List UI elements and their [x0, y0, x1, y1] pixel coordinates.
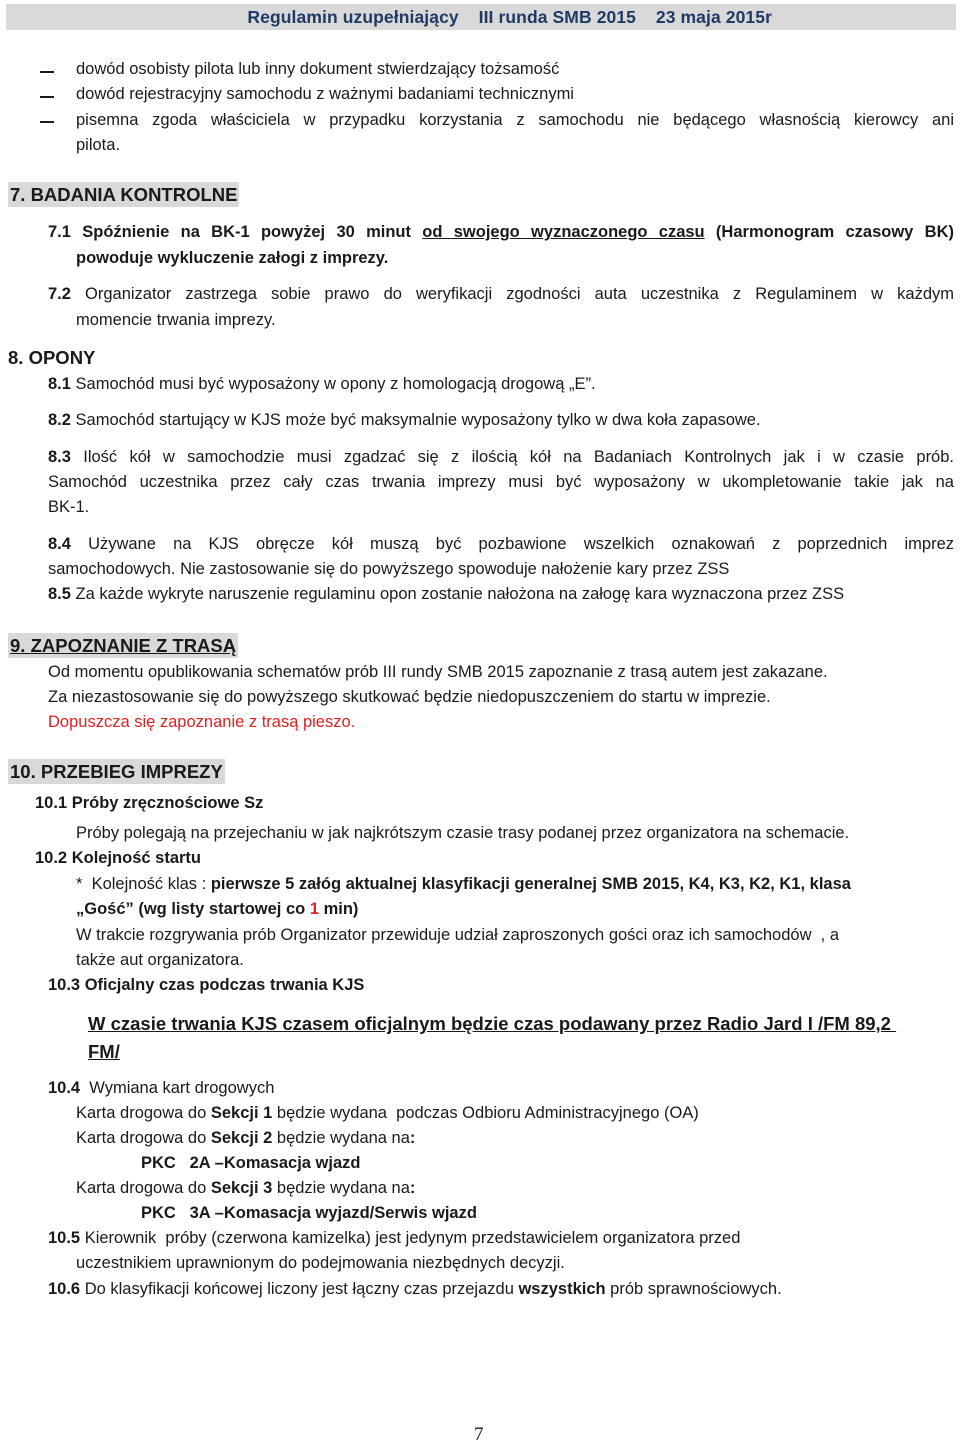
paragraph-7-2-line2: momencie trwania imprezy.	[76, 311, 276, 329]
section-label: Sekcji 1	[210, 1104, 273, 1122]
highlight-number: 1	[309, 900, 319, 918]
paragraph-8-3-line3: BK-1.	[48, 498, 90, 516]
paragraph-text: min)	[319, 900, 359, 918]
class-order-line2	[76, 897, 358, 922]
colon: :	[409, 1179, 416, 1197]
paragraph-text-bold: wszystkich	[518, 1280, 606, 1298]
paragraph-text: prób sprawnościowych.	[605, 1280, 782, 1298]
paragraph-text: będzie wydana na	[272, 1179, 410, 1197]
colon: :	[409, 1129, 416, 1147]
paragraph-text: Samochód musi być wyposażony w opony z homologacją drogową „E”.	[70, 375, 596, 393]
underlined-text: od swojego wyznaczonego czasu	[422, 223, 705, 241]
paragraph-text: Spóźnienie na BK-1 powyżej 30 minut	[70, 223, 423, 241]
paragraph-8-1	[48, 372, 596, 397]
subsection-10-5-line2: uczestnikiem uprawnionym do podejmowania niezbędnych decyzji.	[76, 1254, 565, 1272]
subsection-10-2	[35, 846, 201, 871]
paragraph-text: Organizator zastrzega sobie prawo do weryfikacji zgodności auta uczestnika z Regulaminem w każdym	[70, 285, 954, 303]
paragraph-number: 10.4	[48, 1079, 81, 1097]
list-dash-icon	[40, 96, 54, 98]
paragraph-number: 10.6	[48, 1280, 81, 1298]
road-card-section-3	[76, 1176, 415, 1201]
paragraph-7-1-line2: powoduje wykluczenie załogi z imprezy.	[76, 249, 389, 267]
list-dash-icon	[40, 121, 54, 123]
page-number: 7	[474, 1424, 484, 1445]
list-dash-icon	[40, 71, 54, 73]
subsection-title: Próby zręcznościowe Sz	[67, 794, 264, 812]
paragraph-text: „Gość” (wg listy startowej co	[76, 900, 310, 918]
paragraph-text: Używane na KJS obręcze kół muszą być pozbawione wszelkich oznakowań z poprzednich imprez	[70, 535, 954, 553]
subsection-10-3	[48, 973, 364, 998]
subsection-10-5	[48, 1226, 740, 1251]
class-order-line4: także aut organizatora.	[76, 951, 244, 969]
list-item-continuation: pilota.	[76, 136, 121, 154]
paragraph-text: * Kolejność klas :	[76, 875, 211, 893]
paragraph-text: Kierownik próby (czerwona kamizelka) jest jedynym przedstawicielem organizatora przed	[80, 1229, 741, 1247]
paragraph-number: 8.1	[48, 375, 71, 393]
class-order-line3: W trakcie rozgrywania prób Organizator przewiduje udział zaproszonych gości oraz ich samochodów , a	[76, 926, 840, 944]
paragraph-text: będzie wydana podczas Odbioru Administracyjnego (OA)	[272, 1104, 699, 1122]
paragraph-number: 7.1	[48, 223, 71, 241]
paragraph-8-4-line2: samochodowych. Nie zastosowanie się do powyższego spowoduje nałożenie kary przez ZSS	[48, 560, 730, 578]
list-item: dowód rejestracyjny samochodu z ważnymi badaniami technicznymi	[76, 85, 574, 103]
subsection-10-4	[48, 1076, 274, 1101]
section-label: Sekcji 3	[210, 1179, 273, 1197]
section-title-7: 7. BADANIA KONTROLNE	[10, 184, 238, 205]
paragraph-8-3	[48, 445, 954, 470]
official-time-notice-line2: FM/	[88, 1041, 120, 1062]
paragraph-8-5	[48, 582, 844, 607]
subsection-title: Oficjalny czas podczas trwania KJS	[80, 976, 365, 994]
paragraph-number: 8.3	[48, 448, 71, 466]
paragraph-number: 7.2	[48, 285, 71, 303]
paragraph-number: 10.1	[35, 794, 68, 812]
official-time-notice-line1: W czasie trwania KJS czasem oficjalnym będzie czas podawany przez Radio Jard I /FM 89,2	[88, 1013, 897, 1034]
section-title-9: 9. ZAPOZNANIE Z TRASĄ	[10, 635, 237, 656]
paragraph-text: Karta drogowa do	[76, 1179, 211, 1197]
paragraph-text: Karta drogowa do	[76, 1129, 211, 1147]
pkc-3a: PKC 3A –Komasacja wyjazd/Serwis wjazd	[141, 1204, 477, 1222]
paragraph-number: 8.2	[48, 411, 71, 429]
section-label: Sekcji 2	[210, 1129, 273, 1147]
paragraph-text: będzie wydana na	[272, 1129, 410, 1147]
section-title-8: 8. OPONY	[8, 347, 96, 368]
list-item: dowód osobisty pilota lub inny dokument stwierdzający tożsamość	[76, 60, 560, 78]
paragraph-text: Za każde wykryte naruszenie regulaminu opon zostanie nałożona na załogę kara wyznaczona przez ZSS	[70, 585, 845, 603]
paragraph-7-1	[48, 220, 954, 245]
paragraph-7-2	[48, 282, 954, 307]
paragraph-text: Samochód startujący w KJS może być maksymalnie wyposażony tylko w dwa koła zapasowe.	[70, 411, 761, 429]
subsection-10-6	[48, 1277, 782, 1302]
section-9-line3: Dopuszcza się zapoznanie z trasą pieszo.	[48, 713, 356, 731]
paragraph-text: Do klasyfikacji końcowej liczony jest łączny czas przejazdu	[80, 1280, 519, 1298]
subsection-10-1-text: Próby polegają na przejechaniu w jak najkrótszym czasie trasy podanej przez organizatora na schemacie.	[76, 824, 850, 842]
section-9-line2: Za niezastosowanie się do powyższego skutkować będzie niedopuszczeniem do startu w imprezie.	[48, 688, 771, 706]
pkc-2a: PKC 2A –Komasacja wjazd	[141, 1154, 361, 1172]
paragraph-text: Karta drogowa do	[76, 1104, 211, 1122]
subsection-10-1	[35, 791, 263, 816]
paragraph-number: 10.5	[48, 1229, 81, 1247]
subsection-title: Kolejność startu	[67, 849, 201, 867]
paragraph-8-4	[48, 532, 954, 557]
paragraph-number: 10.2	[35, 849, 68, 867]
paragraph-8-2	[48, 408, 761, 433]
paragraph-text: Ilość kół w samochodzie musi zgadzać się z ilością kół na Badaniach Kontrolnych jak i w czasie prób.	[70, 448, 954, 466]
list-item: pisemna zgoda właściciela w przypadku korzystania z samochodu nie będącego własnością kierowcy ani	[76, 111, 954, 129]
road-card-section-1	[76, 1101, 699, 1126]
paragraph-number: 8.4	[48, 535, 71, 553]
paragraph-number: 8.5	[48, 585, 71, 603]
paragraph-text: (Harmonogram czasowy BK)	[704, 223, 954, 241]
section-9-line1: Od momentu opublikowania schematów prób III rundy SMB 2015 zapoznanie z trasą autem jest zakazane.	[48, 663, 828, 681]
subsection-title: Wymiana kart drogowych	[80, 1079, 275, 1097]
header-title: Regulamin uzupełniający III runda SMB 2015 23 maja 2015r	[247, 7, 772, 27]
paragraph-8-3-line2: Samochód uczestnika przez cały czas trwania imprezy musi być wyposażony w ukompletowanie takie jak na	[48, 473, 954, 491]
paragraph-text-bold: pierwsze 5 załóg aktualnej klasyfikacji generalnej SMB 2015, K4, K3, K2, K1, klasa	[210, 875, 851, 893]
road-card-section-2	[76, 1126, 415, 1151]
paragraph-number: 10.3	[48, 976, 81, 994]
section-title-10: 10. PRZEBIEG IMPREZY	[10, 761, 223, 782]
class-order-line1	[76, 872, 851, 897]
